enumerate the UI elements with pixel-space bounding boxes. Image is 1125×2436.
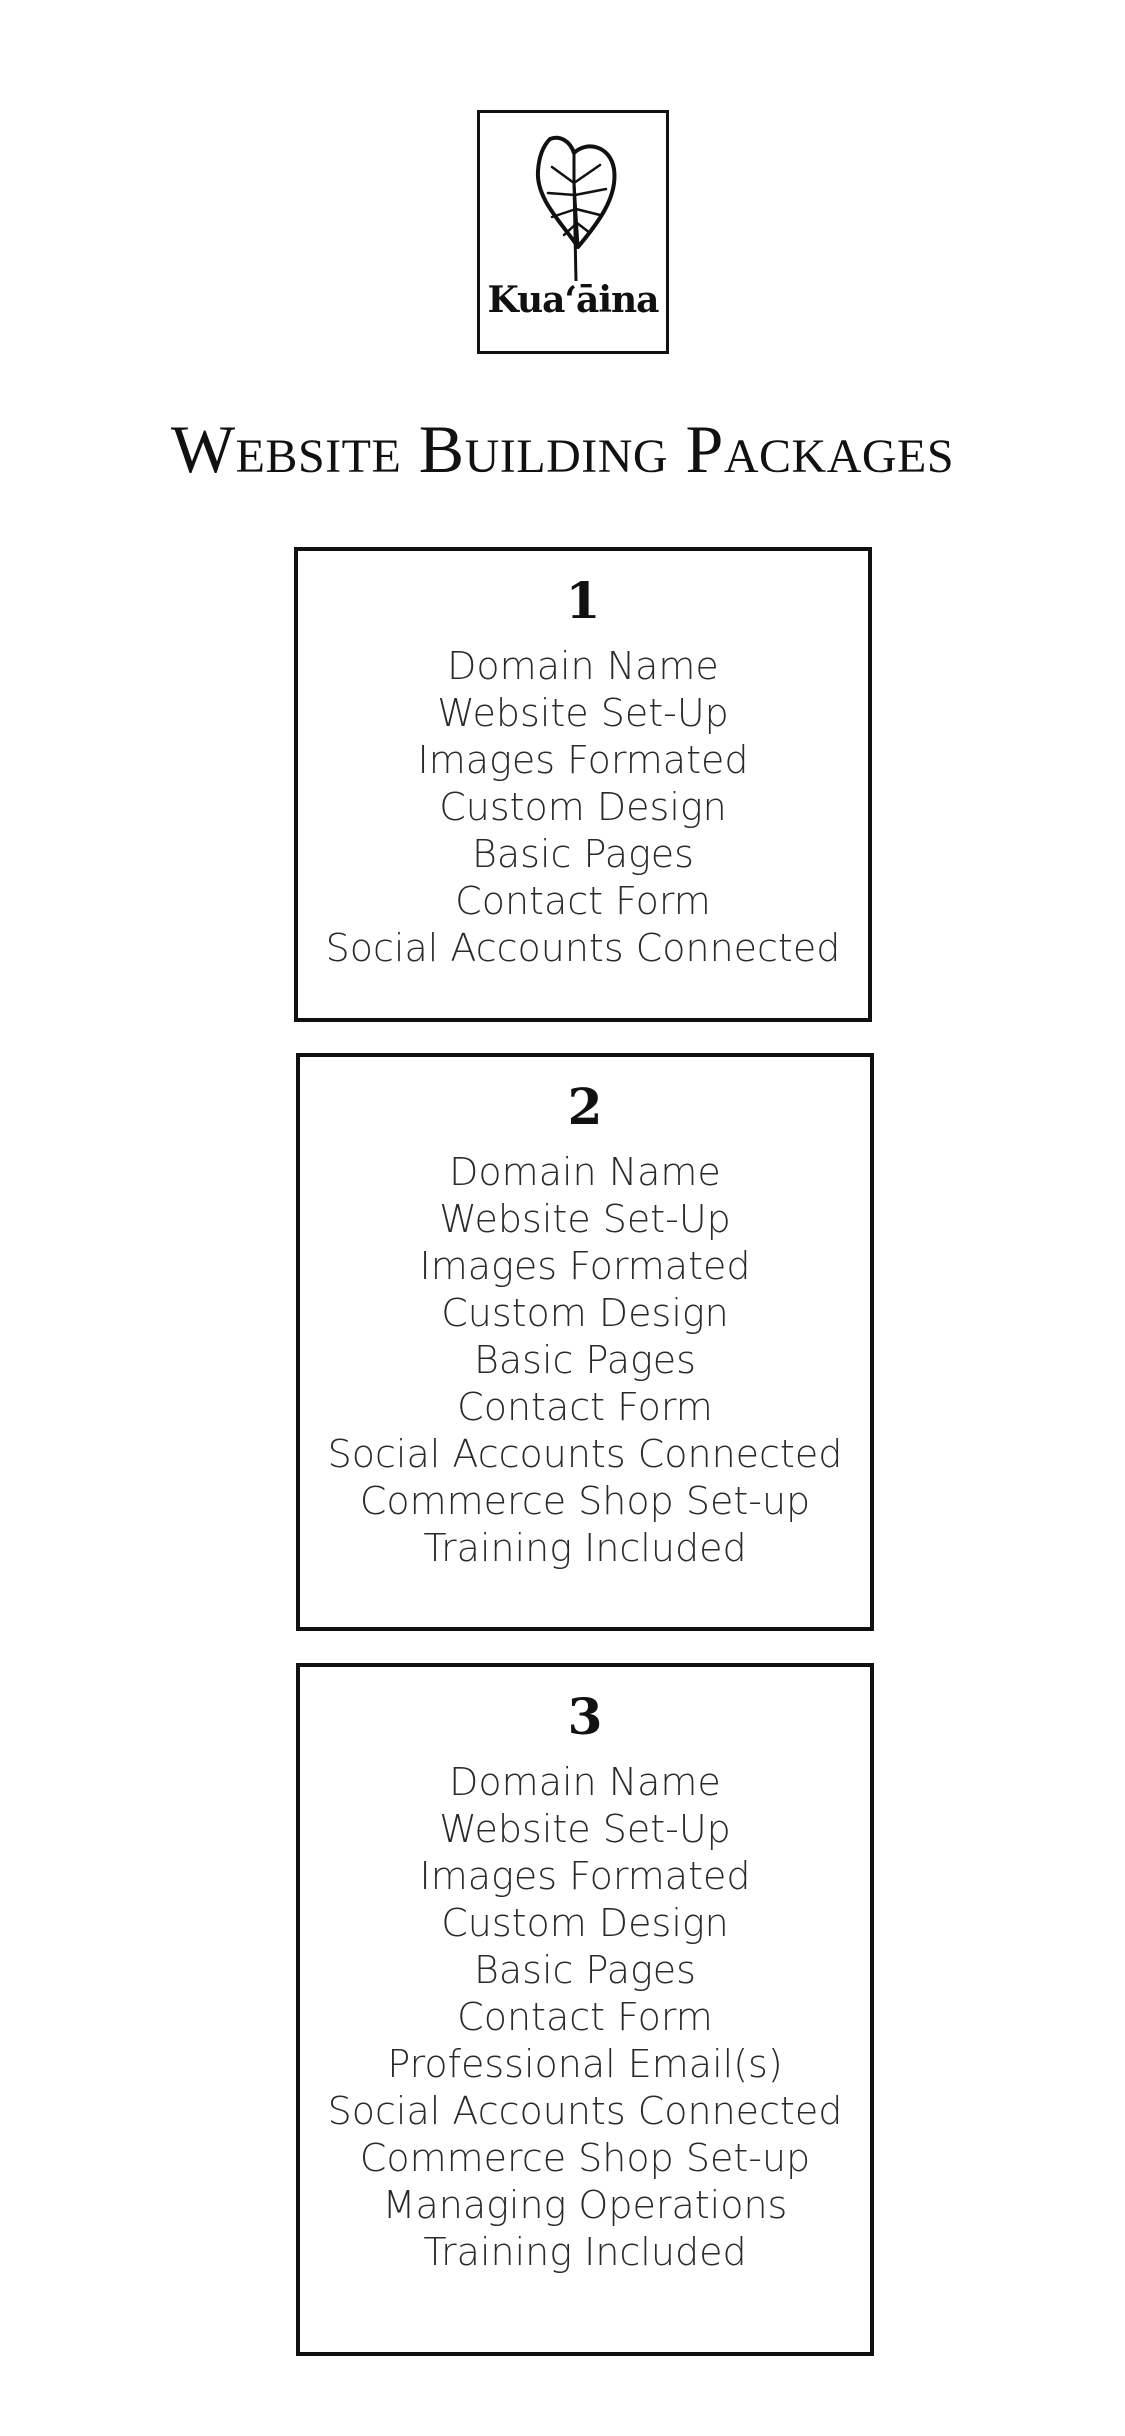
list-item: Professional Email(s) bbox=[387, 2042, 783, 2086]
package-number: 3 bbox=[567, 1687, 603, 1746]
list-item: Social Accounts Connected bbox=[325, 926, 841, 970]
list-item: Basic Pages bbox=[474, 1948, 696, 1992]
list-item: Website Set-Up bbox=[437, 691, 729, 735]
list-item: Basic Pages bbox=[472, 832, 694, 876]
taro-leaf-icon bbox=[530, 131, 622, 281]
list-item: Images Formated bbox=[419, 1244, 751, 1288]
list-item: Domain Name bbox=[449, 1150, 721, 1194]
package-number: 1 bbox=[565, 571, 601, 630]
list-item: Custom Design bbox=[439, 785, 727, 829]
list-item: Custom Design bbox=[441, 1901, 729, 1945]
list-item: Training Included bbox=[423, 2230, 747, 2274]
list-item: Commerce Shop Set-up bbox=[359, 1479, 811, 1523]
list-item: Website Set-Up bbox=[439, 1807, 731, 1851]
list-item: Social Accounts Connected bbox=[327, 2089, 843, 2133]
package-feature-list bbox=[300, 1149, 870, 1572]
page-title: Website Building Packages bbox=[170, 411, 955, 487]
brand-logo bbox=[477, 110, 669, 354]
list-item: Contact Form bbox=[455, 879, 711, 923]
list-item: Domain Name bbox=[447, 644, 719, 688]
package-number: 2 bbox=[567, 1077, 603, 1136]
list-item: Images Formated bbox=[419, 1854, 751, 1898]
list-item: Basic Pages bbox=[474, 1338, 696, 1382]
logo-wordmark: Kua‘āina bbox=[487, 279, 659, 321]
list-item: Domain Name bbox=[449, 1760, 721, 1804]
list-item: Commerce Shop Set-up bbox=[359, 2136, 811, 2180]
list-item: Training Included bbox=[423, 1526, 747, 1570]
list-item: Contact Form bbox=[457, 1995, 713, 2039]
list-item: Contact Form bbox=[457, 1385, 713, 1429]
package-feature-list bbox=[298, 643, 868, 972]
list-item: Custom Design bbox=[441, 1291, 729, 1335]
package-feature-list bbox=[300, 1759, 870, 2276]
package-card-2 bbox=[296, 1053, 874, 1631]
list-item: Website Set-Up bbox=[439, 1197, 731, 1241]
list-item: Managing Operations bbox=[382, 2183, 788, 2227]
list-item: Images Formated bbox=[417, 738, 749, 782]
package-card-3 bbox=[296, 1663, 874, 2356]
package-card-1 bbox=[294, 547, 872, 1022]
list-item: Social Accounts Connected bbox=[327, 1432, 843, 1476]
